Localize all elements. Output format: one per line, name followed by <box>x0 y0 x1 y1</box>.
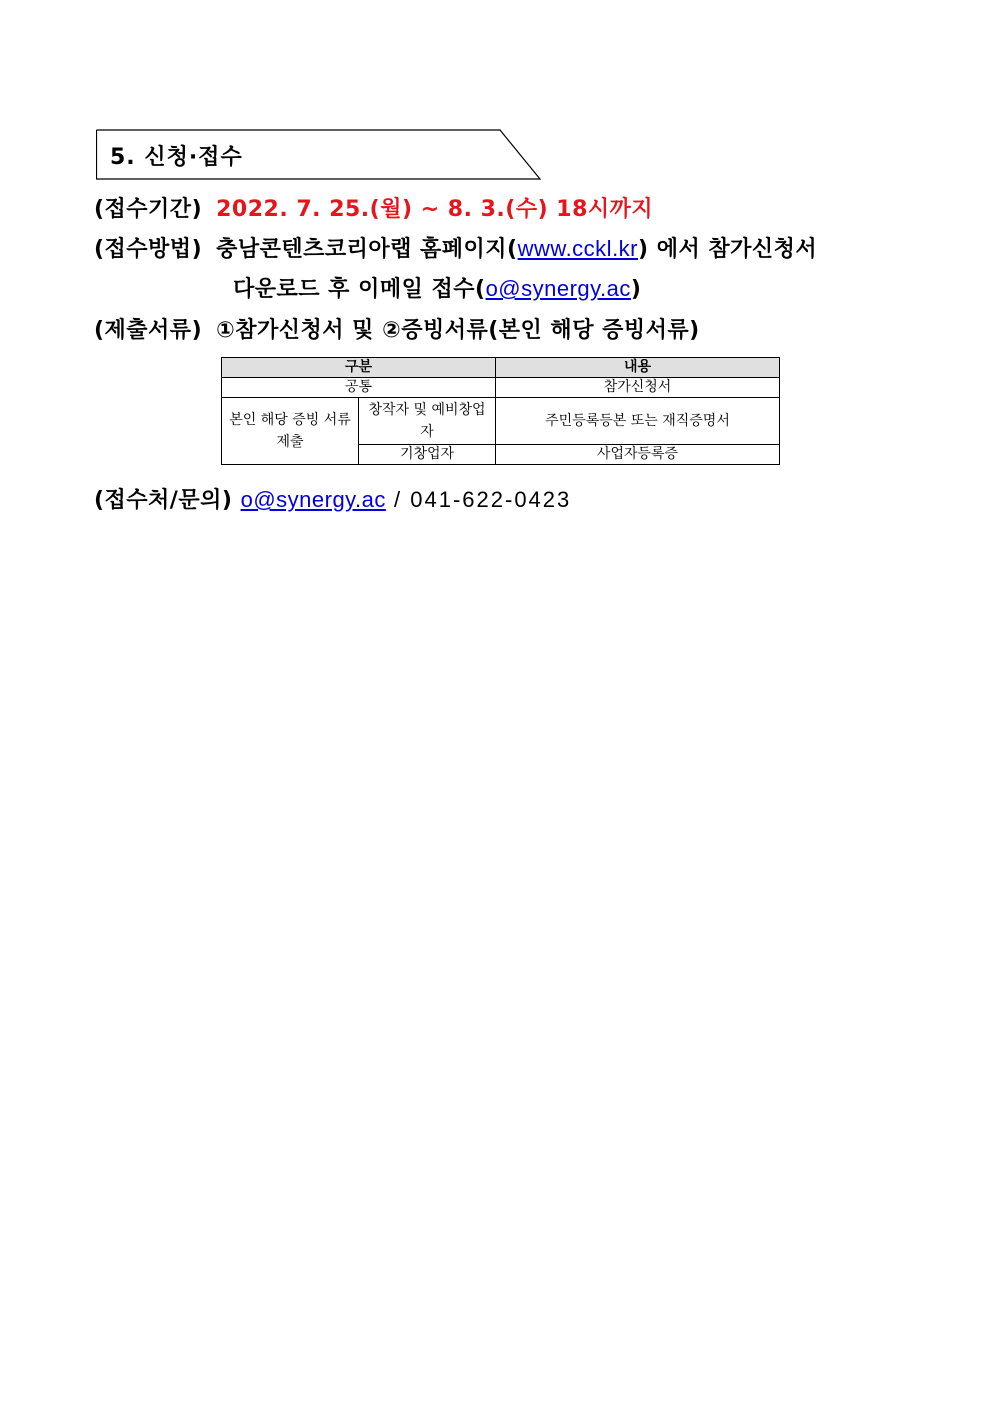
section-title: 5. 신청·접수 <box>110 145 243 170</box>
contact-email-link[interactable]: o@synergy.ac <box>240 487 386 512</box>
table-header-row <box>222 358 780 378</box>
contact-row <box>94 483 571 514</box>
table-row <box>222 378 780 398</box>
documents-row <box>94 313 700 344</box>
table-cell-content: 사업자등록증 <box>496 445 780 465</box>
contact-separator: / <box>385 487 411 512</box>
table-cell-group-label: 본인 해당 증빙 서류 제출 <box>222 398 359 465</box>
documents-table <box>221 357 780 465</box>
table-header-content: 내용 <box>496 358 780 378</box>
email-link[interactable]: o@synergy.ac <box>485 276 631 301</box>
table-cell-common-label: 공통 <box>222 378 496 398</box>
table-cell-type: 창작자 및 예비창업자 <box>359 398 496 445</box>
period-row <box>94 192 653 223</box>
method-text-after: ) 에서 참가신청서 <box>638 237 818 262</box>
documents-label: (제출서류) <box>94 318 203 343</box>
period-value: 2022. 7. 25.(월) ~ 8. 3.(수) 18시까지 <box>216 197 654 222</box>
table-cell-content: 주민등록등본 또는 재직증명서 <box>496 398 780 445</box>
documents-text: ①참가신청서 및 ②증빙서류(본인 해당 증빙서류) <box>216 318 700 343</box>
period-label: (접수기간) <box>94 197 203 222</box>
method-row <box>94 232 817 263</box>
method-line2-after: ) <box>630 277 642 302</box>
table-header-category: 구분 <box>222 358 496 378</box>
method-line2-before: 다운로드 후 이메일 접수( <box>233 277 486 302</box>
table-cell-type: 기창업자 <box>359 445 496 465</box>
contact-label: (접수처/문의) <box>94 488 233 513</box>
method-row-line2 <box>233 272 641 303</box>
method-label: (접수방법) <box>94 237 203 262</box>
table-row <box>222 398 780 445</box>
website-link[interactable]: www.cckl.kr <box>517 236 639 261</box>
method-text-before: 충남콘텐츠코리아랩 홈페이지( <box>216 237 518 262</box>
table-cell-common-value: 참가신청서 <box>496 378 780 398</box>
contact-phone: 041-622-0423 <box>410 487 572 512</box>
section-header <box>96 129 542 181</box>
